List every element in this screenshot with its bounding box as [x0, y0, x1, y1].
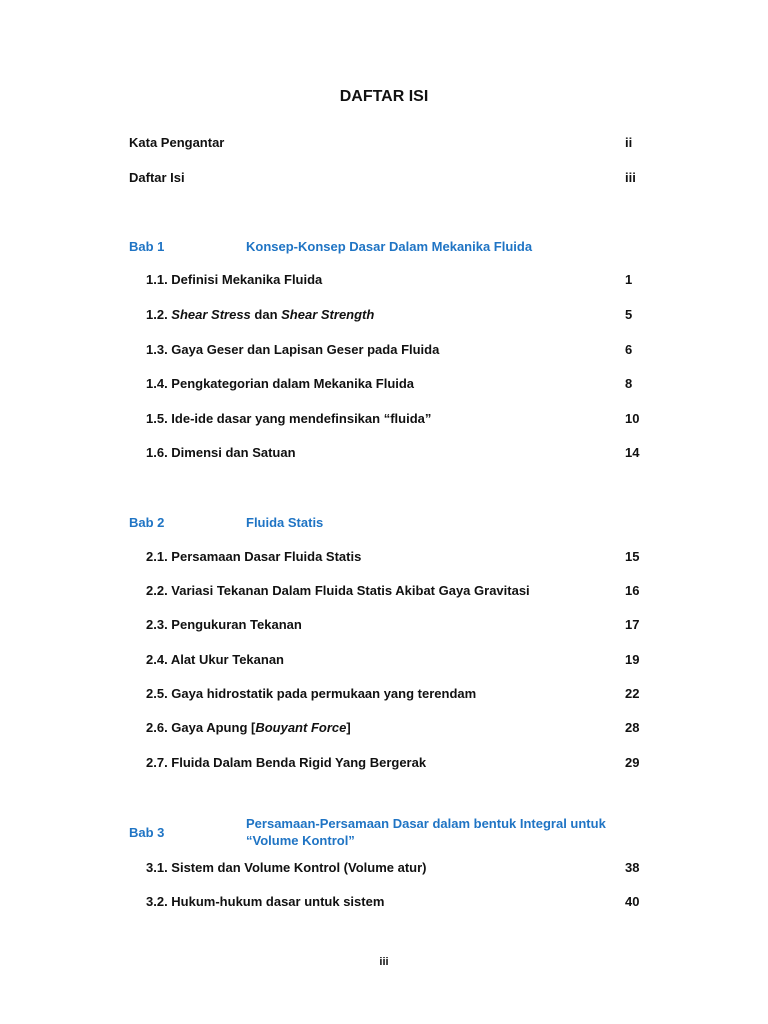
chapter-heading-bab-2[interactable] — [0, 514, 768, 532]
toc-entry-page: 10 — [625, 411, 640, 426]
chapter-name-line-2: “Volume Kontrol” — [246, 833, 355, 848]
toc-entry-1-3[interactable] — [0, 341, 768, 359]
toc-entry-label: 2.5. Gaya hidrostatik pada permukaan yang terendam — [146, 686, 477, 701]
toc-entry-3-1[interactable] — [0, 859, 768, 877]
toc-entry-prefix: 2.6. Gaya Apung [ — [146, 720, 256, 735]
toc-entry-page: 22 — [625, 686, 640, 701]
page-title: DAFTAR ISI — [339, 88, 429, 105]
toc-entry-page: 14 — [625, 445, 640, 460]
toc-entry-label: Daftar Isi — [129, 170, 185, 185]
toc-entry-2-2[interactable] — [0, 582, 768, 600]
toc-entry-page: 8 — [625, 376, 633, 391]
toc-entry-label: 2.1. Persamaan Dasar Fluida Statis — [146, 549, 362, 564]
toc-entry-label: 1.3. Gaya Geser dan Lapisan Geser pada Fluida — [146, 342, 440, 357]
toc-entry-label — [146, 306, 374, 324]
toc-entry-page: 6 — [625, 342, 633, 357]
toc-entry-2-6[interactable] — [0, 719, 768, 737]
toc-entry-label: 2.7. Fluida Dalam Benda Rigid Yang Bergerak — [146, 755, 427, 770]
toc-entry-italic-term: Shear Stress — [171, 307, 251, 322]
toc-entry-page: 38 — [625, 860, 640, 875]
toc-entry-label: Kata Pengantar — [129, 135, 225, 150]
toc-entry-page: 29 — [625, 755, 640, 770]
toc-entry-label: 1.5. Ide-ide dasar yang mendefinsikan “fluida” — [146, 411, 432, 426]
toc-entry-page: 5 — [625, 307, 633, 322]
toc-entry-page: 15 — [625, 549, 640, 564]
toc-entry-1-5[interactable] — [0, 410, 768, 428]
chapter-number: Bab 3 — [129, 825, 165, 840]
toc-entry-daftar-isi[interactable] — [0, 169, 768, 187]
toc-entry-2-5[interactable] — [0, 685, 768, 703]
toc-entry-suffix: ] — [346, 720, 351, 735]
toc-entry-2-7[interactable] — [0, 754, 768, 772]
toc-entry-label: 2.3. Pengukuran Tekanan — [146, 617, 302, 632]
chapter-name — [246, 815, 606, 849]
toc-entry-prefix: 1.2. — [146, 307, 172, 322]
chapter-name: Fluida Statis — [246, 515, 324, 530]
toc-entry-page: 16 — [625, 583, 640, 598]
chapter-heading-bab-3[interactable] — [0, 815, 768, 851]
toc-entry-italic-term: Shear Strength — [281, 307, 375, 322]
toc-entry-label: 2.4. Alat Ukur Tekanan — [146, 652, 284, 667]
toc-entry-italic-term: Bouyant Force — [255, 720, 347, 735]
toc-entry-1-4[interactable] — [0, 375, 768, 393]
toc-entry-page: 19 — [625, 652, 640, 667]
toc-entry-page: ii — [625, 135, 633, 150]
toc-entry-3-2[interactable] — [0, 893, 768, 911]
toc-entry-page: 28 — [625, 720, 640, 735]
chapter-number: Bab 2 — [129, 515, 165, 530]
chapter-number: Bab 1 — [129, 239, 165, 254]
toc-entry-label: 2.2. Variasi Tekanan Dalam Fluida Statis Akibat Gaya Gravitasi — [146, 583, 530, 598]
toc-entry-1-6[interactable] — [0, 444, 768, 462]
toc-entry-1-2[interactable] — [0, 306, 768, 324]
toc-entry-label: 3.1. Sistem dan Volume Kontrol (Volume atur) — [146, 860, 427, 875]
toc-entry-2-4[interactable] — [0, 651, 768, 669]
chapter-heading-bab-1[interactable] — [0, 238, 768, 256]
toc-entry-label: 1.4. Pengkategorian dalam Mekanika Fluida — [146, 376, 415, 391]
toc-entry-label: 1.1. Definisi Mekanika Fluida — [146, 272, 323, 287]
toc-entry-label: 3.2. Hukum-hukum dasar untuk sistem — [146, 894, 385, 909]
toc-entry-1-1[interactable] — [0, 271, 768, 289]
toc-entry-page: iii — [625, 170, 636, 185]
toc-entry-label — [146, 719, 351, 737]
toc-entry-kata-pengantar[interactable] — [0, 134, 768, 152]
toc-entry-connector: dan — [250, 307, 282, 322]
toc-entry-label: 1.6. Dimensi dan Satuan — [146, 445, 296, 460]
toc-entry-2-3[interactable] — [0, 616, 768, 634]
chapter-name: Konsep-Konsep Dasar Dalam Mekanika Fluida — [246, 239, 533, 254]
toc-entry-page: 17 — [625, 617, 640, 632]
toc-entry-page: 40 — [625, 894, 640, 909]
toc-entry-page: 1 — [625, 272, 633, 287]
toc-entry-2-1[interactable] — [0, 548, 768, 566]
chapter-name-line-1: Persamaan-Persamaan Dasar dalam bentuk Integral untuk — [246, 816, 606, 831]
page-number-footer: iii — [379, 956, 389, 968]
